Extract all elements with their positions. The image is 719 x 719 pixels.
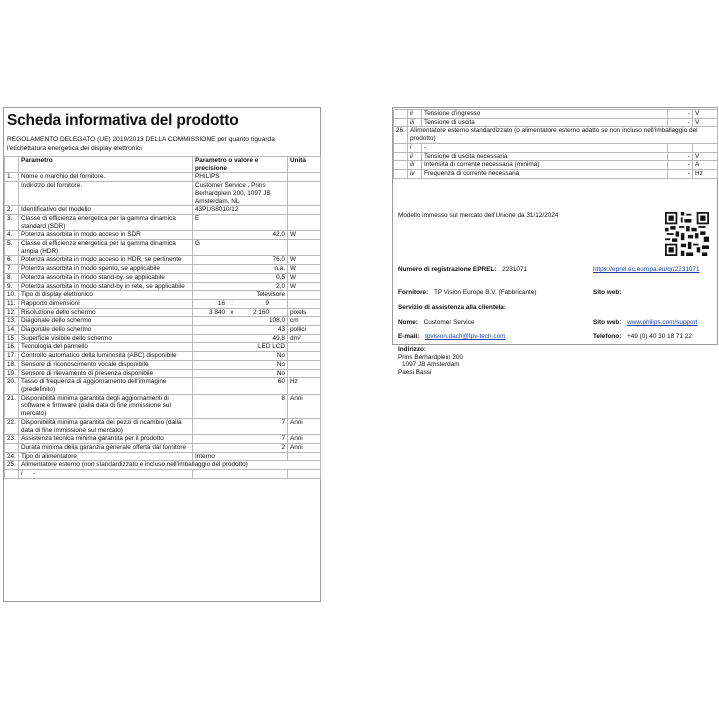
row-value: 42,0 bbox=[193, 231, 288, 240]
row-unit: V bbox=[693, 118, 718, 127]
table-row bbox=[394, 143, 718, 152]
row-number bbox=[394, 152, 408, 161]
row-number: 18. bbox=[5, 360, 19, 369]
row-unit bbox=[288, 173, 321, 182]
sub-index: iii bbox=[408, 161, 422, 170]
row-unit: dm² bbox=[288, 334, 321, 343]
row-parameter: Diagonale dello schermo bbox=[19, 317, 193, 326]
eprel-registration bbox=[398, 266, 527, 274]
phone-line bbox=[593, 333, 692, 341]
support-site-label: Sito web: bbox=[593, 319, 622, 326]
row-value: 49,8 bbox=[193, 334, 288, 343]
row-number bbox=[394, 143, 408, 152]
row-value: No bbox=[193, 352, 288, 361]
row-parameter: Identificativo del modello bbox=[19, 206, 193, 215]
service-heading: Servizio di assistenza alla clientela: bbox=[398, 304, 506, 311]
row-unit: W bbox=[288, 282, 321, 291]
table-row bbox=[5, 265, 321, 274]
row-unit bbox=[288, 299, 321, 308]
name-value: Customer Service bbox=[423, 319, 475, 326]
row-value: n.a. bbox=[193, 265, 288, 274]
row-parameter: Potenza assorbita in modo acceso in HDR, se pertinente bbox=[19, 256, 193, 265]
row-number bbox=[5, 470, 19, 479]
row-number: 12. bbox=[5, 308, 19, 317]
address-line: Paesi Bassi bbox=[398, 369, 432, 377]
row-unit bbox=[288, 291, 321, 300]
sub-index: iii bbox=[408, 118, 422, 127]
row-unit: pixels bbox=[288, 308, 321, 317]
row-parameter: Rapporto dimensioni bbox=[19, 299, 193, 308]
row-unit: V bbox=[693, 152, 718, 161]
aspect-separator: : bbox=[231, 299, 233, 307]
row-value: Customer Service , Prins Berhardplein 200, 1097 JB Amsterdam, NL bbox=[193, 182, 288, 206]
support-site-line bbox=[593, 319, 698, 327]
sub-index: i bbox=[21, 470, 23, 478]
row-number bbox=[5, 182, 19, 206]
qr-code-icon bbox=[665, 212, 709, 256]
row-parameter: Sensore di riconoscimento vocale disponibile bbox=[19, 360, 193, 369]
address-block bbox=[398, 346, 463, 377]
row-parameter: Superficie visibile dello schermo bbox=[19, 334, 193, 343]
table-row bbox=[5, 291, 321, 300]
row-number: 16. bbox=[5, 343, 19, 352]
row-number: 15. bbox=[5, 334, 19, 343]
sub-index: i bbox=[408, 143, 422, 152]
row-parameter: Classe di efficienza energetica per la gamma dinamica standard (SDR) bbox=[19, 214, 193, 230]
row-parameter: Risoluzione dello schermo bbox=[19, 308, 193, 317]
row-value: - bbox=[668, 118, 693, 127]
resolution-height: 2 160 bbox=[253, 308, 269, 316]
row-number: 9. bbox=[5, 282, 19, 291]
row-parameter: Diagonale dello schermo bbox=[19, 326, 193, 335]
row-parameter bbox=[19, 470, 193, 479]
address-line: 1097 JB Amsterdam bbox=[402, 361, 460, 369]
row-unit: W bbox=[288, 256, 321, 265]
table-row bbox=[5, 470, 321, 479]
row-value: Interno bbox=[193, 452, 288, 461]
supplier-label: Fornitore: bbox=[398, 289, 429, 296]
table-row bbox=[5, 360, 321, 369]
row-value: 60 bbox=[193, 378, 288, 394]
row-number: 19. bbox=[5, 369, 19, 378]
row-parameter: Indirizzo del fornitore. bbox=[19, 182, 193, 206]
row-value: 7 bbox=[193, 435, 288, 444]
row-parameter: - bbox=[422, 143, 668, 152]
page-title: Scheda informativa del prodotto bbox=[7, 112, 239, 129]
row-unit: Hz bbox=[288, 378, 321, 394]
row-number: 17. bbox=[5, 352, 19, 361]
row-unit bbox=[288, 214, 321, 230]
row-number bbox=[394, 118, 408, 127]
row-unit bbox=[288, 470, 321, 479]
row-number bbox=[394, 110, 408, 119]
row-parameter: Intensità di corrente necessaria (minima) bbox=[422, 161, 668, 170]
row-number: 25. bbox=[5, 461, 19, 470]
row-number bbox=[394, 161, 408, 170]
row-value: PHILIPS bbox=[193, 173, 288, 182]
email-label: E-mail: bbox=[398, 333, 420, 340]
row-parameter: Tensione di uscita necessaria bbox=[422, 152, 668, 161]
resolution-x: x bbox=[230, 308, 234, 316]
row-value: 108,0 bbox=[193, 317, 288, 326]
sub-index: ii bbox=[408, 152, 422, 161]
left-page bbox=[3, 107, 321, 602]
row-unit: W bbox=[288, 273, 321, 282]
row-value: - bbox=[668, 161, 693, 170]
name-label: Nome: bbox=[398, 319, 418, 326]
row-parameter: Alimentatore esterno (non standardizzato e incluso nell'imballaggio del prodotto) bbox=[19, 461, 321, 470]
row-number: 14. bbox=[5, 326, 19, 335]
table-row bbox=[5, 299, 321, 308]
row-parameter: Nome o marchio del fornitore. bbox=[19, 173, 193, 182]
row-unit bbox=[288, 360, 321, 369]
address-label: Indirizzo: bbox=[398, 346, 427, 353]
row-parameter: Potenza assorbita in modo acceso in SDR bbox=[19, 231, 193, 240]
support-site-link[interactable]: www.philips.com/support bbox=[627, 319, 698, 326]
table-row bbox=[5, 369, 321, 378]
table-row bbox=[394, 127, 718, 143]
table-row bbox=[5, 256, 321, 265]
product-info-table bbox=[4, 156, 321, 479]
table-row bbox=[5, 352, 321, 361]
row-parameter: Assistenza tecnica minima garantita per il prodotto bbox=[19, 435, 193, 444]
row-value: No bbox=[193, 369, 288, 378]
row-unit: W bbox=[288, 265, 321, 274]
row-value: Televisore bbox=[193, 291, 288, 300]
row-value bbox=[193, 470, 288, 479]
eprel-label: Numero di registrazione EPREL: bbox=[398, 266, 497, 273]
row-parameter: Disponibilità minima garantita degli aggiornamenti di software e firmware (dalla data di fine immissione sul mercato) bbox=[19, 394, 193, 418]
table-row bbox=[5, 461, 321, 470]
email-line bbox=[398, 333, 505, 341]
table-row bbox=[5, 334, 321, 343]
table-row bbox=[394, 118, 718, 127]
row-value: 0,5 bbox=[193, 273, 288, 282]
row-parameter: Disponibilità minima garantita dei pezzi di ricambio (dalla data di fine immissione sul mercato) bbox=[19, 418, 193, 434]
row-parameter: Sensore di rilevamento di presenza disponibile bbox=[19, 369, 193, 378]
row-value: 8 bbox=[193, 394, 288, 418]
row-number: 4. bbox=[5, 231, 19, 240]
row-number: 7. bbox=[5, 265, 19, 274]
table-row bbox=[5, 173, 321, 182]
row-number: 8. bbox=[5, 273, 19, 282]
row-number: 5. bbox=[5, 240, 19, 256]
row-number: 21. bbox=[5, 394, 19, 418]
row-value bbox=[668, 143, 693, 152]
row-unit bbox=[288, 182, 321, 206]
table-row bbox=[5, 317, 321, 326]
row-parameter: Tipo di display elettronico bbox=[19, 291, 193, 300]
row-value: - bbox=[668, 169, 693, 178]
row-unit bbox=[693, 143, 718, 152]
row-parameter: Classe di efficienza energetica per la gamma dinamica ampia (HDR) bbox=[19, 240, 193, 256]
row-value: - bbox=[668, 152, 693, 161]
address-line: Prins Berhardplein 200 bbox=[398, 353, 464, 361]
row-number: 26. bbox=[394, 127, 408, 143]
table-row bbox=[394, 152, 718, 161]
aspect-width: 16 bbox=[217, 299, 225, 307]
table-header bbox=[5, 157, 321, 173]
row-parameter: Durata minima della garanzia generale offerta dal fornitore bbox=[19, 443, 193, 452]
table-row bbox=[5, 435, 321, 444]
row-value: 2,0 bbox=[193, 282, 288, 291]
row-number: 2. bbox=[5, 206, 19, 215]
row-parameter: Tipo di alimentatore bbox=[19, 452, 193, 461]
aspect-height: 9 bbox=[265, 299, 269, 307]
row-parameter: Alimentatore esterno standardizzato (o alimentatore esterno adatto se non incluso nell'imballaggio del prodotto) bbox=[408, 127, 718, 143]
market-date: Modello immesso sul mercato dell'Unione da 31/12/2024 bbox=[398, 212, 559, 219]
row-number: 10. bbox=[5, 291, 19, 300]
row-parameter: Controllo automatico della luminosità (ABC) disponibile bbox=[19, 352, 193, 361]
power-supply-table bbox=[393, 109, 718, 179]
row-unit bbox=[288, 369, 321, 378]
row-unit: Anni bbox=[288, 418, 321, 434]
table-row bbox=[5, 231, 321, 240]
row-unit: Anni bbox=[288, 394, 321, 418]
resolution-width: 3 840 bbox=[209, 308, 225, 316]
row-value: 43PUS8010/12 bbox=[193, 206, 288, 215]
table-row bbox=[5, 282, 321, 291]
row-number bbox=[5, 443, 19, 452]
table-row bbox=[5, 418, 321, 434]
table-row bbox=[5, 326, 321, 335]
table-row bbox=[394, 161, 718, 170]
row-unit: W bbox=[288, 231, 321, 240]
row-value: G bbox=[193, 240, 288, 256]
sub-value: - bbox=[33, 470, 36, 478]
header-number bbox=[5, 157, 19, 173]
row-parameter: Tasso di frequenza di aggiornamento dell'immagine (predefinito) bbox=[19, 378, 193, 394]
row-value: LED LCD bbox=[193, 343, 288, 352]
row-unit: Anni bbox=[288, 435, 321, 444]
eprel-value: 2231071 bbox=[502, 266, 528, 273]
table-row bbox=[5, 240, 321, 256]
table-row bbox=[5, 273, 321, 282]
sub-index: iv bbox=[408, 169, 422, 178]
service-name-line bbox=[398, 319, 474, 327]
row-number: 24. bbox=[5, 452, 19, 461]
row-parameter: Tensione di uscita bbox=[422, 118, 668, 127]
phone-value: +49 (0) 40 30 18 71 22 bbox=[627, 333, 692, 340]
table-row bbox=[5, 214, 321, 230]
row-unit: pollici bbox=[288, 326, 321, 335]
row-number: 22. bbox=[5, 418, 19, 434]
row-parameter: Frequenza di corrente necessaria bbox=[422, 169, 668, 178]
table-row bbox=[5, 394, 321, 418]
table-row bbox=[5, 206, 321, 215]
row-value: 7 bbox=[193, 418, 288, 434]
row-unit: cm bbox=[288, 317, 321, 326]
row-parameter: Tecnologia del pannello bbox=[19, 343, 193, 352]
row-value bbox=[193, 299, 288, 308]
phone-label: Telefono: bbox=[593, 333, 622, 340]
row-value: - bbox=[668, 110, 693, 119]
row-value: E bbox=[193, 214, 288, 230]
row-value: No bbox=[193, 360, 288, 369]
row-parameter: Tensione d'ingresso bbox=[422, 110, 668, 119]
row-number: 20. bbox=[5, 378, 19, 394]
row-number: 3. bbox=[5, 214, 19, 230]
table-row bbox=[394, 169, 718, 178]
row-unit bbox=[288, 206, 321, 215]
row-parameter: Potenza assorbita in modo spento, se applicabile bbox=[19, 265, 193, 274]
row-unit bbox=[288, 452, 321, 461]
table-row bbox=[5, 182, 321, 206]
sub-index: ii bbox=[408, 110, 422, 119]
header-unit: Unità bbox=[288, 157, 321, 173]
row-number: 11. bbox=[5, 299, 19, 308]
row-unit bbox=[288, 352, 321, 361]
row-unit: Anni bbox=[288, 443, 321, 452]
row-number: 13. bbox=[5, 317, 19, 326]
supplier-value: TP Vision Europe B.V. (Fabbricante) bbox=[433, 289, 537, 296]
table-row bbox=[394, 110, 718, 119]
row-unit bbox=[288, 343, 321, 352]
row-number: 1. bbox=[5, 173, 19, 182]
header-value: Parametro o valore e precisione bbox=[193, 157, 288, 173]
row-parameter: Potenza assorbita in modo stand-by, se applicabile bbox=[19, 273, 193, 282]
row-number bbox=[394, 169, 408, 178]
website-label: Sito web: bbox=[593, 289, 622, 296]
row-unit: Hz bbox=[693, 169, 718, 178]
row-number: 6. bbox=[5, 256, 19, 265]
table-row bbox=[5, 308, 321, 317]
regulation-subtitle: REGOLAMENTO DELEGATO (UE) 2019/2013 DELLA COMMISSIONE per quanto riguarda l'etichettatura energetica dei display elettronici bbox=[7, 136, 275, 153]
right-page bbox=[392, 107, 718, 345]
row-unit bbox=[288, 240, 321, 256]
eprel-link[interactable]: https://eprel.ec.europa.eu/qr/2231071 bbox=[593, 266, 700, 273]
supplier-line bbox=[398, 289, 537, 297]
row-value: 43 bbox=[193, 326, 288, 335]
header-parameter: Parametro bbox=[19, 157, 193, 173]
table-row bbox=[5, 443, 321, 452]
row-value bbox=[193, 308, 288, 317]
row-unit: V bbox=[693, 110, 718, 119]
row-value: 76,0 bbox=[193, 256, 288, 265]
row-unit: A bbox=[693, 161, 718, 170]
email-link[interactable]: tpvision.dach@tpv-tech.com bbox=[425, 333, 506, 340]
row-parameter: Potenza assorbita in modo stand-by in rete, se applicabile bbox=[19, 282, 193, 291]
table-row bbox=[5, 378, 321, 394]
row-value: 2 bbox=[193, 443, 288, 452]
table-row bbox=[5, 343, 321, 352]
row-number: 23. bbox=[5, 435, 19, 444]
table-row bbox=[5, 452, 321, 461]
